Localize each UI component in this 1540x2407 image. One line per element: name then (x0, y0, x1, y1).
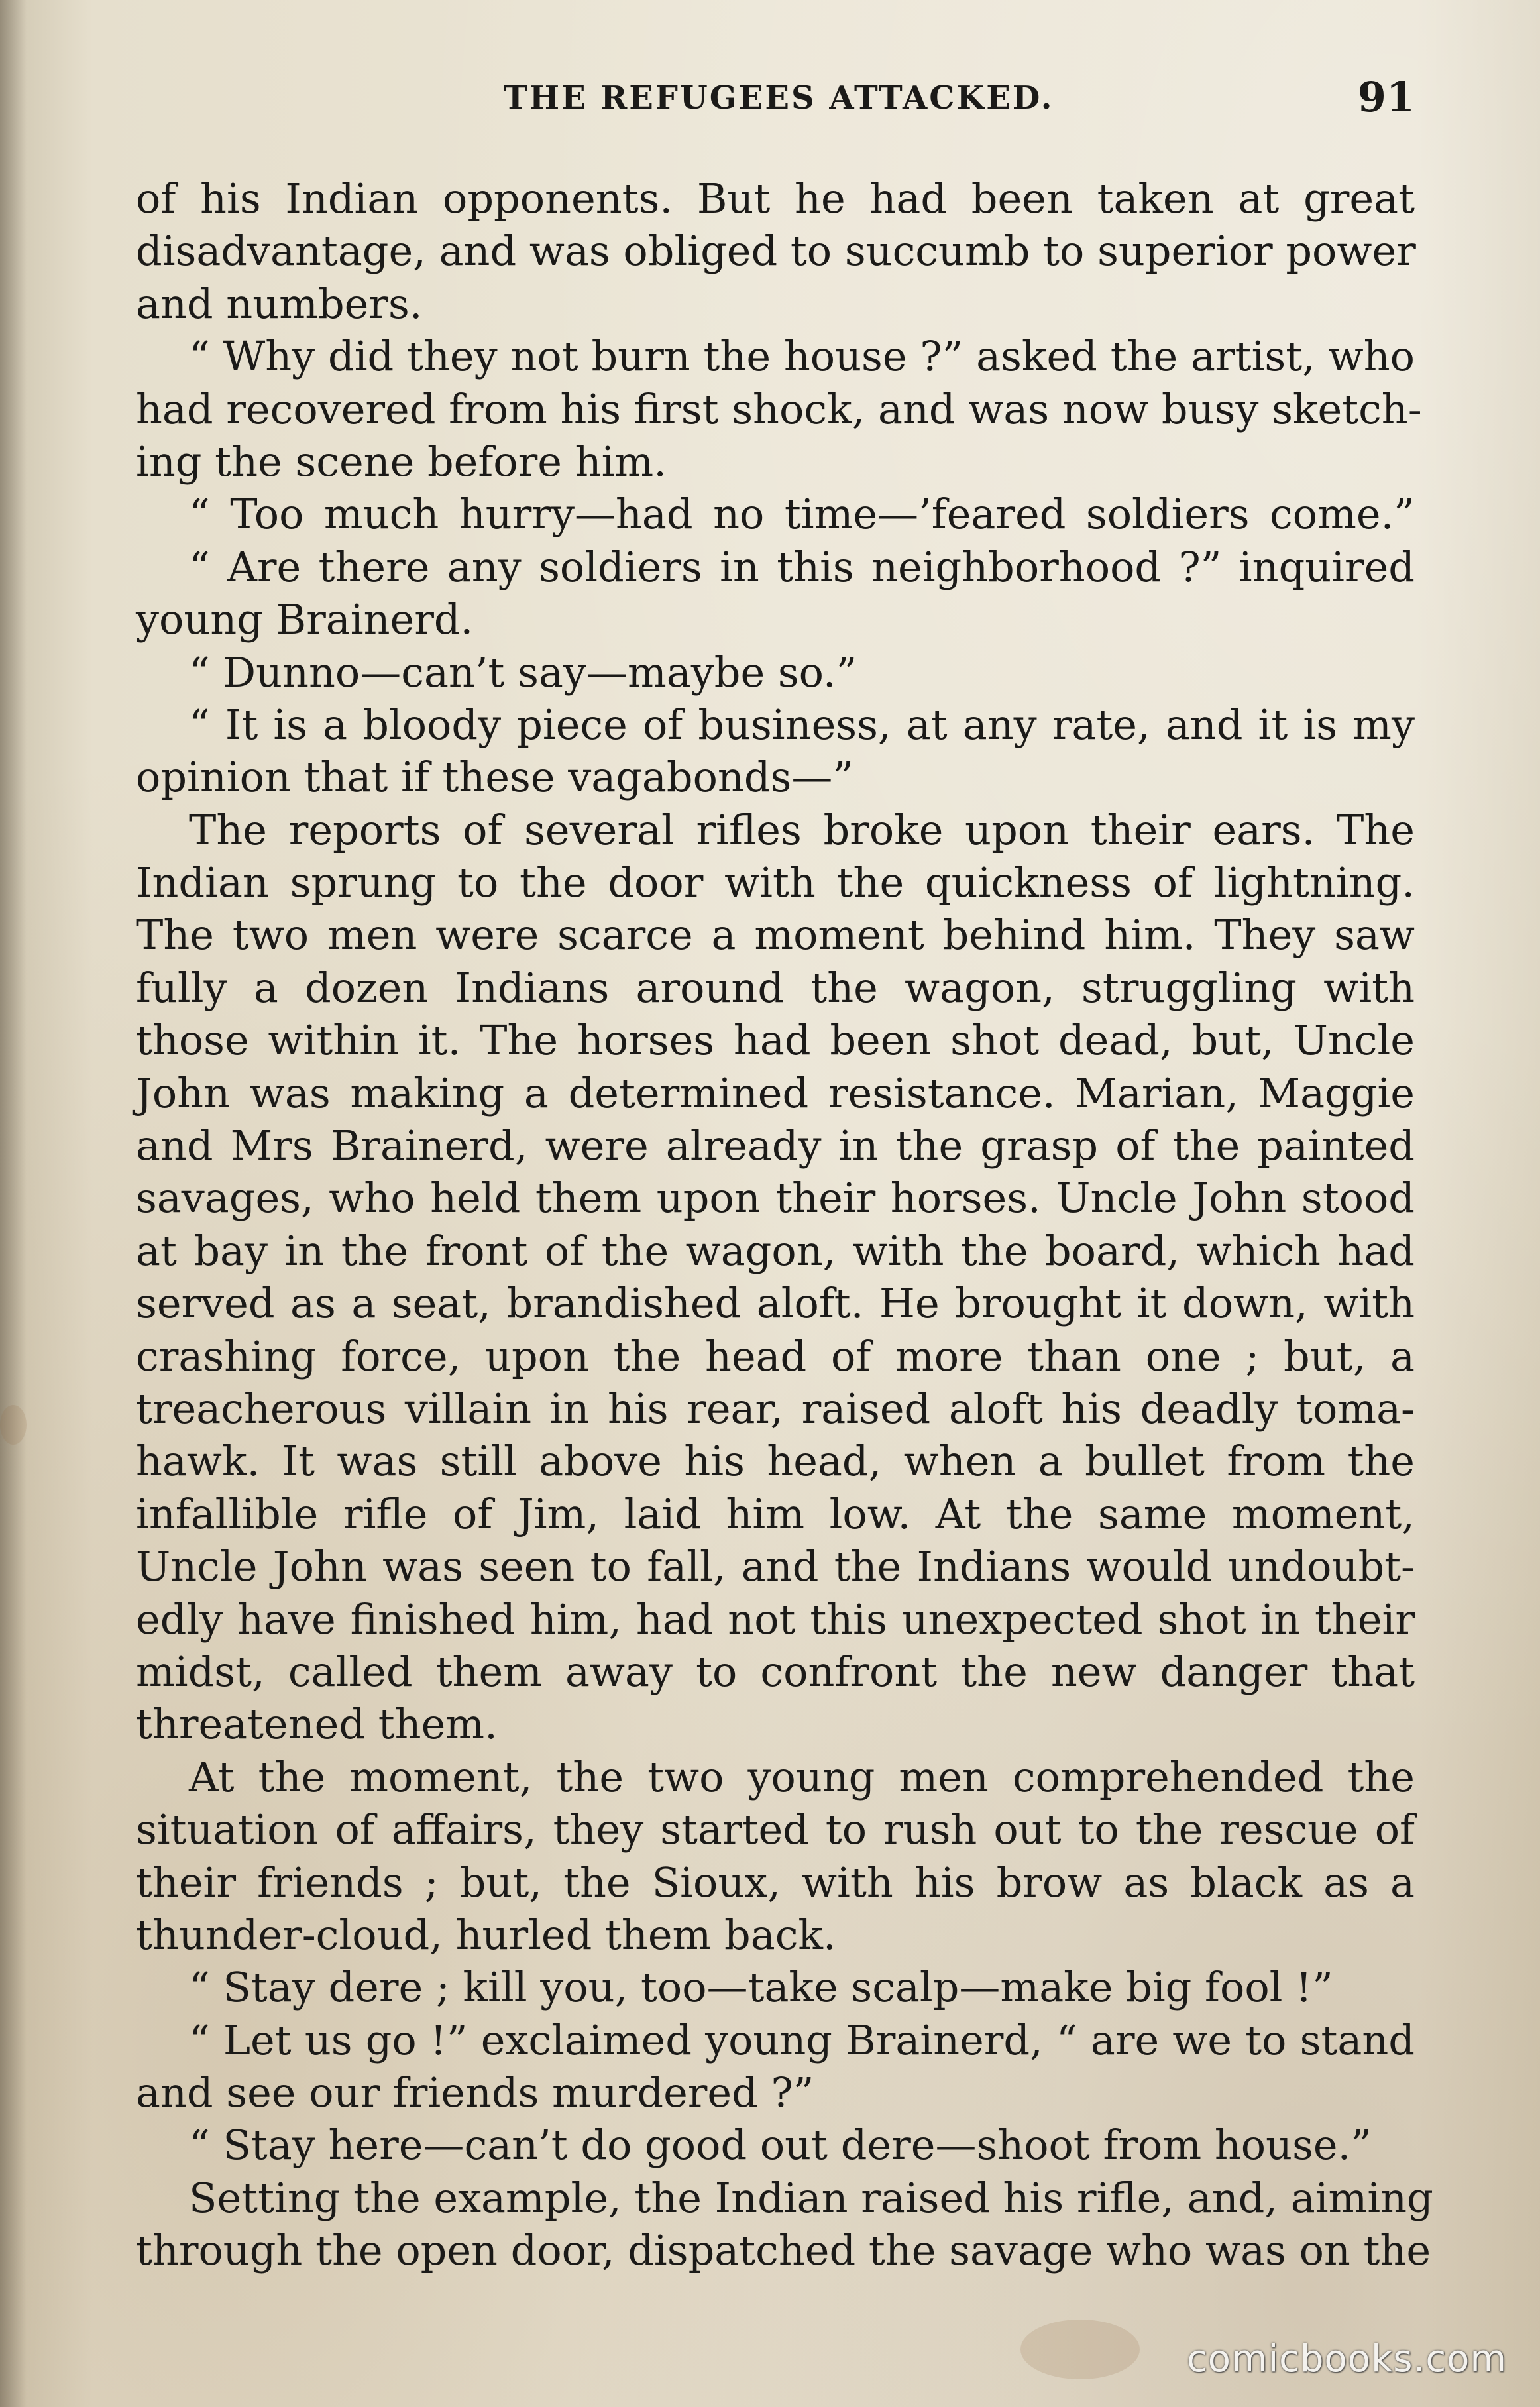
text-line: those within it. The horses had been shot dead, but, Uncle (136, 1016, 1415, 1065)
page-edge-shadow (0, 0, 27, 2407)
text-line: and Mrs Brainerd, were already in the grasp of the painted (136, 1121, 1415, 1170)
watermark: comicbooks.com (1186, 2337, 1507, 2380)
body-text (136, 172, 1433, 2275)
text-line: their friends ; but, the Sioux, with his brow as black as a (136, 1858, 1415, 1907)
text-line: threatened them. (136, 1700, 498, 1749)
running-head: THE REFUGEES ATTACKED. (504, 80, 1054, 117)
text-line: Indian sprung to the door with the quickness of lightning. (136, 858, 1415, 907)
page-header (139, 73, 1415, 126)
text-line: treacherous villain in his rear, raised aloft his deadly toma- (136, 1384, 1415, 1433)
text-line: and see our friends murdered ?” (136, 2068, 814, 2117)
text-line: fully a dozen Indians around the wagon, struggling with (136, 963, 1415, 1012)
text-line: thunder-cloud, hurled them back. (136, 1910, 836, 1959)
text-line: “ Are there any soldiers in this neighborhood ?” inquired (189, 542, 1415, 591)
text-line: at bay in the front of the wagon, with the board, which had (136, 1226, 1415, 1275)
text-line: of his Indian opponents. But he had been taken at great (136, 174, 1415, 223)
text-line: had recovered from his first shock, and was now busy sketch- (136, 384, 1422, 433)
text-line: “ Let us go !” exclaimed young Brainerd, “ are we to stand (189, 2015, 1415, 2064)
text-line: and numbers. (136, 279, 423, 328)
text-line: hawk. It was still above his head, when a bullet from the (136, 1437, 1415, 1486)
text-line: crashing force, upon the head of more than one ; but, a (136, 1331, 1415, 1380)
text-line: midst, called them away to confront the new danger that (136, 1647, 1415, 1696)
text-line: John was making a determined resistance. Marian, Maggie (136, 1068, 1415, 1117)
text-line: “ It is a bloody piece of business, at any rate, and it is my (189, 700, 1415, 749)
text-line: “ Why did they not burn the house ?” asked the artist, who (189, 332, 1415, 381)
text-line: “ Too much hurry—had no time—’feared soldiers come.” (189, 490, 1415, 539)
text-line: savages, who held them upon their horses. Uncle John stood (136, 1174, 1415, 1223)
text-line: At the moment, the two young men comprehended the (189, 1752, 1415, 1801)
text-line: served as a seat, brandished aloft. He brought it down, with (136, 1279, 1415, 1328)
text-line: edly have finished him, had not this unexpected shot in their (136, 1595, 1415, 1644)
text-line: The two men were scarce a moment behind him. They saw (136, 911, 1415, 960)
text-line: through the open door, dispatched the savage who was on the (136, 2226, 1431, 2275)
text-line: ing the scene before him. (136, 437, 667, 486)
page-number: 91 (1357, 73, 1415, 121)
text-line: The reports of several rifles broke upon their ears. The (189, 805, 1415, 854)
text-line: young Brainerd. (136, 595, 474, 644)
paper-stain (1020, 2320, 1140, 2379)
text-line: “ Stay dere ; kill you, too—take scalp—make big fool !” (189, 1963, 1333, 2012)
text-line: “ Dunno—can’t say—maybe so.” (189, 647, 857, 697)
paper-stain (0, 1405, 27, 1445)
text-line: situation of affairs, they started to rush out to the rescue of (136, 1805, 1415, 1854)
text-line: Uncle John was seen to fall, and the Indians would undoubt- (136, 1542, 1415, 1591)
text-line: Setting the example, the Indian raised his rifle, and, aiming (189, 2173, 1433, 2222)
text-line: disadvantage, and was obliged to succumb to superior power (136, 227, 1416, 276)
text-line: infallible rifle of Jim, laid him low. At the same moment, (136, 1489, 1415, 1538)
text-line: “ Stay here—can’t do good out dere—shoot from house.” (189, 2121, 1372, 2170)
text-line: opinion that if these vagabonds—” (136, 753, 854, 802)
